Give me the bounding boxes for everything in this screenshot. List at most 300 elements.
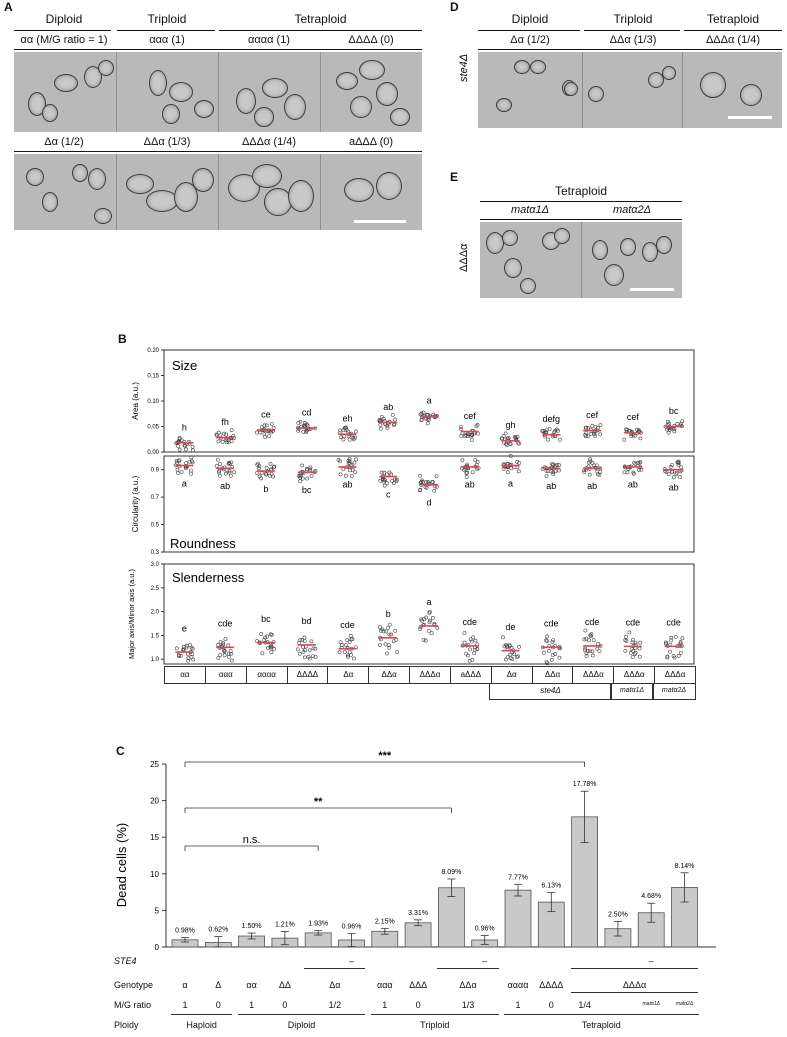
b-point: [470, 438, 473, 441]
b-point: [473, 652, 476, 655]
c-table-genotype: ΔΔα: [459, 980, 477, 990]
b-table-cell: aΔΔΔ: [451, 667, 492, 683]
b-point: [558, 656, 561, 659]
b-table-cell: ΔΔΔα: [410, 667, 451, 683]
c-table-genotype: Δ: [215, 980, 222, 990]
rule: [478, 30, 580, 31]
b-letter: bd: [301, 616, 312, 627]
b-letter: ab: [546, 481, 557, 492]
b-point: [265, 424, 268, 427]
b-tick-label: 0.00: [147, 450, 159, 456]
b-point: [178, 448, 181, 451]
b-point: [339, 436, 342, 439]
b-point: [298, 652, 301, 655]
b-point: [384, 643, 387, 646]
b-letter: cd: [301, 407, 312, 418]
c-tick-label: 0: [154, 943, 159, 952]
b-point: [471, 471, 474, 474]
rule: [219, 30, 422, 31]
c-sig-label: ***: [378, 750, 392, 762]
b-point: [344, 643, 347, 646]
rule: [117, 30, 215, 31]
b-point: [303, 656, 306, 659]
c-tick-label: 15: [150, 833, 159, 843]
c-bar-label: 3.31%: [408, 909, 429, 917]
c-tick-label: 5: [154, 906, 159, 916]
b-point: [591, 424, 594, 427]
b-point: [505, 443, 508, 446]
c-table-ratio: 0: [215, 1000, 221, 1010]
c-bar-label: 7.77%: [508, 874, 528, 882]
c-table-rule: [238, 1014, 366, 1015]
b-point: [516, 460, 519, 463]
b-letter: gh: [505, 420, 516, 431]
c-table-genotype: ΔΔΔα: [622, 980, 647, 990]
c-table-genotype: ΔΔ: [278, 980, 291, 990]
b-letter: ab: [587, 481, 598, 492]
c-bar-label: 0.62%: [208, 926, 229, 934]
b-table-cell: ααα: [206, 667, 247, 683]
b-point: [230, 659, 233, 662]
b-point: [229, 474, 232, 477]
b-point: [270, 422, 273, 425]
b-point: [461, 459, 464, 462]
b-point: [599, 424, 602, 427]
deadcells-ylabel: Dead cells (%): [114, 822, 129, 908]
c-table-genotype: α: [182, 980, 188, 990]
c-bar-label: 1.50%: [241, 923, 262, 931]
b-tick-label: 0.05: [147, 424, 159, 431]
panel-a-label-addd: aΔΔΔ (0): [348, 136, 394, 148]
c-table-ratio: 1/2: [328, 1000, 342, 1010]
size-ylabel: Area (a.u.): [131, 382, 140, 420]
b-point: [218, 474, 221, 477]
b-point: [681, 637, 684, 640]
panel-label-c: C: [116, 744, 125, 758]
b-point: [270, 650, 273, 653]
rule: [14, 30, 111, 31]
c-table-ratio: 1: [382, 1000, 388, 1010]
b-point: [550, 658, 553, 661]
b-point: [267, 435, 270, 438]
b-point: [176, 471, 179, 474]
c-table-mat2: matα2Δ: [675, 1001, 694, 1007]
b-point: [463, 631, 466, 634]
b-tick-label: 0.9: [150, 467, 159, 474]
c-table-ratio: 1: [249, 1000, 255, 1010]
b-point: [299, 638, 302, 641]
b-tick-label: 0.3: [150, 550, 159, 556]
b-point: [353, 461, 356, 464]
b-point: [189, 643, 192, 646]
b-point: [428, 610, 431, 613]
b-point: [460, 427, 463, 430]
panel-d-label-dda: ΔΔα (1/3): [609, 34, 657, 46]
b-point: [393, 418, 396, 421]
b-point: [588, 639, 591, 642]
b-letter: ab: [627, 479, 638, 490]
b-point: [215, 464, 218, 467]
micrograph-e: [480, 222, 682, 298]
b-point: [349, 653, 352, 656]
b-point: [175, 647, 178, 650]
b-point: [352, 657, 355, 660]
b-point: [217, 431, 220, 434]
b-point: [591, 461, 594, 464]
panel-b-chart: [120, 346, 720, 700]
panel-a-label-ddda: ΔΔΔα (1/4): [241, 136, 297, 148]
c-table-rule: [571, 992, 699, 993]
c-table-genotype: ΔΔΔ: [409, 980, 428, 990]
b-letter: cef: [463, 411, 476, 422]
b-point: [547, 438, 550, 441]
b-point: [342, 438, 345, 441]
c-tick-label: 10: [150, 869, 159, 879]
b-point: [260, 632, 263, 635]
b-table-cell: Δα: [328, 667, 369, 683]
b-point: [257, 467, 260, 470]
b-point: [354, 430, 357, 433]
b-point: [545, 475, 548, 478]
c-bar-label: 1.21%: [274, 921, 295, 929]
b-point: [638, 655, 641, 658]
c-table-minus: –: [348, 956, 354, 966]
b-point: [436, 626, 439, 629]
panel-e-group: Tetraploid: [554, 184, 608, 198]
b-point: [427, 629, 430, 632]
rule: [584, 30, 680, 31]
b-point: [424, 639, 427, 642]
b-point: [298, 480, 301, 483]
b-point: [466, 654, 469, 657]
b-letter: ab: [464, 479, 475, 490]
panel-a-label-aaa: ααα (1): [149, 34, 185, 46]
b-point: [378, 643, 381, 646]
micrograph-row-1: [14, 52, 422, 132]
b-point: [306, 477, 309, 480]
b-point: [224, 638, 227, 641]
b-point: [223, 654, 226, 657]
b-point: [592, 639, 595, 642]
panel-d-group-triploid: Triploid: [613, 12, 653, 26]
b-point: [339, 641, 342, 644]
b-point: [426, 422, 429, 425]
b-point: [269, 462, 272, 465]
c-bar-label: 0.98%: [175, 927, 195, 935]
b-point: [625, 635, 628, 638]
b-letter: b: [385, 609, 391, 620]
rule: [480, 219, 682, 220]
c-table-minus: –: [648, 956, 654, 966]
c-table-ploidy: Diploid: [287, 1020, 316, 1030]
b-point: [385, 652, 388, 655]
b-letter: bc: [668, 405, 679, 416]
b-point: [676, 422, 679, 425]
b-tick-label: 2.5: [150, 585, 159, 592]
b-table-cell: ΔΔΔα: [573, 667, 614, 683]
b-point: [474, 639, 477, 642]
c-sig-label: n.s.: [242, 834, 261, 846]
b-point: [679, 651, 682, 654]
b-tick-label: 2.0: [150, 609, 159, 616]
panel-a-label-da: Δα (1/2): [44, 136, 84, 148]
b-letter: b: [263, 483, 269, 494]
b-point: [471, 658, 474, 661]
b-point: [343, 435, 346, 438]
b-table-mat1: matα1Δ: [610, 683, 654, 700]
b-point: [430, 632, 433, 635]
b-point: [310, 474, 313, 477]
panel-e-label-mat1: matα1Δ: [510, 204, 550, 216]
b-letter: defg: [542, 414, 561, 425]
b-point: [584, 629, 587, 632]
b-point: [501, 636, 504, 639]
c-bar: [505, 890, 531, 947]
panel-b-table: [164, 666, 694, 718]
b-point: [191, 449, 194, 452]
c-table-rule: [304, 968, 365, 969]
b-letter: bc: [261, 613, 271, 624]
b-point: [506, 471, 509, 474]
c-table-ploidy: Triploid: [420, 1020, 450, 1030]
b-letter: fh: [221, 417, 229, 428]
b-point: [227, 644, 230, 647]
b-table-cell: ΔΔΔα: [614, 667, 655, 683]
b-point: [545, 635, 548, 638]
b-point: [673, 430, 676, 433]
panel-d-group-tetraploid: Tetraploid: [706, 12, 760, 26]
c-table-ploidy: Tetraploid: [581, 1020, 621, 1030]
b-letter: a: [508, 478, 514, 489]
b-letter: c: [385, 489, 391, 500]
rule: [480, 201, 682, 202]
b-point: [667, 472, 670, 475]
b-point: [624, 649, 627, 652]
c-bar-label: 17.78%: [572, 781, 597, 789]
panel-e-side-label: ΔΔΔα: [458, 243, 470, 272]
b-point: [348, 438, 351, 441]
b-table-cell: ΔΔΔΔ: [288, 667, 329, 683]
b-point: [504, 658, 507, 661]
b-point: [542, 651, 545, 654]
b-point: [460, 434, 463, 437]
b-point: [261, 652, 264, 655]
b-letter: cef: [626, 412, 639, 423]
b-point: [388, 623, 391, 626]
b-letter: ab: [668, 482, 679, 493]
panel-c-table: [114, 954, 734, 1034]
b-point: [465, 476, 468, 479]
c-table-genotype: ααα: [376, 980, 393, 990]
b-letter: ab: [220, 481, 231, 492]
b-point: [583, 638, 586, 641]
b-letter: de: [505, 621, 516, 632]
b-point: [517, 470, 520, 473]
b-point: [230, 429, 233, 432]
c-table-ratio: 1: [182, 1000, 188, 1010]
b-letter: cde: [462, 617, 478, 628]
panel-a-group-tetraploid: Tetraploid: [294, 12, 347, 26]
b-point: [191, 445, 194, 448]
b-point: [599, 470, 602, 473]
b-point: [354, 471, 357, 474]
b-letter: h: [181, 422, 187, 433]
b-point: [296, 648, 299, 651]
b-point: [502, 467, 505, 470]
b-point: [672, 476, 675, 479]
b-point: [190, 655, 193, 658]
b-point: [259, 431, 262, 434]
c-bar-label: 2.15%: [374, 918, 395, 926]
b-table-cell: Δα: [492, 667, 533, 683]
c-row-mg: M/G ratio: [114, 1000, 152, 1010]
b-point: [395, 651, 398, 654]
b-point: [509, 653, 512, 656]
b-point: [218, 462, 221, 465]
b-point: [384, 630, 387, 633]
b-point: [272, 647, 275, 650]
b-tick-label: 0.20: [147, 348, 159, 354]
roundness-ylabel: Circularity (a.u.): [131, 475, 140, 533]
roundness-title: Roundness: [170, 536, 236, 551]
panel-label-a: A: [4, 0, 13, 14]
c-table-ratio: 0: [282, 1000, 288, 1010]
slenderness-title: Slenderness: [172, 570, 245, 585]
b-tick-label: 0.15: [147, 373, 159, 380]
b-point: [189, 472, 192, 475]
c-table-genotype: Δα: [329, 980, 341, 990]
b-point: [260, 472, 263, 475]
b-point: [558, 438, 561, 441]
c-table-rule: [171, 1014, 232, 1015]
b-point: [557, 463, 560, 466]
b-point: [431, 616, 434, 619]
b-point: [678, 475, 681, 478]
b-point: [348, 640, 351, 643]
panel-c-chart: [110, 750, 730, 956]
c-table-mat1: matα1Δ: [642, 1001, 660, 1007]
panel-d-group-diploid: Diploid: [511, 12, 549, 26]
b-point: [227, 441, 230, 444]
c-bar-label: 1.93%: [308, 920, 329, 928]
b-letter: cde: [584, 617, 600, 628]
b-point: [221, 440, 224, 443]
b-point: [589, 432, 592, 435]
b-point: [268, 474, 271, 477]
b-point: [638, 647, 641, 650]
panel-d-label-ddda: ΔΔΔα (1/4): [705, 34, 761, 46]
panel-label-b: B: [118, 332, 127, 346]
c-sig-label: **: [313, 796, 323, 808]
b-point: [557, 469, 560, 472]
b-point: [386, 626, 389, 629]
b-point: [680, 466, 683, 469]
b-point: [343, 650, 346, 653]
b-point: [301, 464, 304, 467]
b-point: [269, 633, 272, 636]
b-point: [339, 473, 342, 476]
panel-a-group-diploid: Diploid: [45, 12, 83, 26]
b-point: [227, 655, 230, 658]
b-point: [591, 654, 594, 657]
b-tick-label: 1.0: [150, 657, 159, 664]
c-table-genotype: αα: [246, 980, 257, 990]
b-point: [418, 474, 421, 477]
micrograph-row-2: [14, 154, 422, 230]
b-point: [392, 640, 395, 643]
rule: [684, 30, 782, 31]
c-table-genotype: ΔΔΔΔ: [539, 980, 564, 990]
b-point: [586, 435, 589, 438]
c-tick-label: 20: [150, 796, 159, 806]
b-point: [518, 442, 521, 445]
b-point: [301, 645, 304, 648]
b-point: [628, 631, 631, 634]
b-point: [463, 641, 466, 644]
panel-label-d: D: [450, 0, 459, 14]
b-letter: cde: [340, 619, 355, 630]
c-bar-label: 0.96%: [341, 923, 362, 931]
b-tick-label: 3.0: [150, 562, 159, 568]
b-point: [344, 474, 347, 477]
panel-label-e: E: [450, 170, 459, 184]
b-point: [342, 468, 345, 471]
b-point: [422, 638, 425, 641]
b-letter: ab: [342, 479, 353, 490]
slenderness-ylabel: Major axis/Minor axis (a.u.): [127, 568, 136, 660]
c-table-ratio: 1/4: [578, 1000, 591, 1010]
panel-d-side-label: ste4Δ: [458, 53, 470, 82]
b-letter: cef: [586, 410, 599, 421]
b-point: [338, 651, 341, 654]
b-point: [465, 652, 468, 655]
b-point: [639, 437, 642, 440]
c-bar-label: 2.50%: [607, 911, 628, 919]
b-table-cell: αααα: [247, 667, 288, 683]
c-row-ploidy: Ploidy: [114, 1020, 139, 1030]
panel-a-label-aa: αα (M/G ratio = 1): [20, 34, 108, 46]
c-table-minus: –: [482, 956, 488, 966]
b-point: [623, 438, 626, 441]
b-tick-label: 1.5: [150, 633, 159, 640]
b-point: [255, 431, 258, 434]
rule: [478, 49, 782, 50]
b-tick-label: 0.7: [150, 495, 159, 502]
c-table-ratio: 1: [515, 1000, 521, 1010]
panel-d-label-da: Δα (1/2): [510, 34, 550, 46]
b-point: [354, 458, 357, 461]
b-letter: eh: [342, 413, 353, 424]
b-point: [350, 474, 353, 477]
b-table-ste4: ste4Δ: [489, 683, 612, 700]
size-title: Size: [172, 358, 198, 373]
c-table-rule: [504, 1014, 699, 1015]
rule: [14, 151, 422, 152]
b-table-mat2: matα2Δ: [652, 683, 696, 700]
panel-a-label-dddd: ΔΔΔΔ (0): [348, 34, 394, 46]
b-point: [502, 434, 505, 437]
c-bar-label: 8.09%: [441, 868, 462, 876]
c-table-ratio: 1/3: [461, 1000, 475, 1010]
b-point: [379, 423, 382, 426]
b-letter: e: [181, 623, 187, 634]
b-letter: ce: [261, 409, 271, 420]
b-point: [380, 415, 383, 418]
b-point: [217, 440, 220, 443]
b-point: [189, 469, 192, 472]
b-point: [596, 647, 599, 650]
b-point: [468, 648, 471, 651]
